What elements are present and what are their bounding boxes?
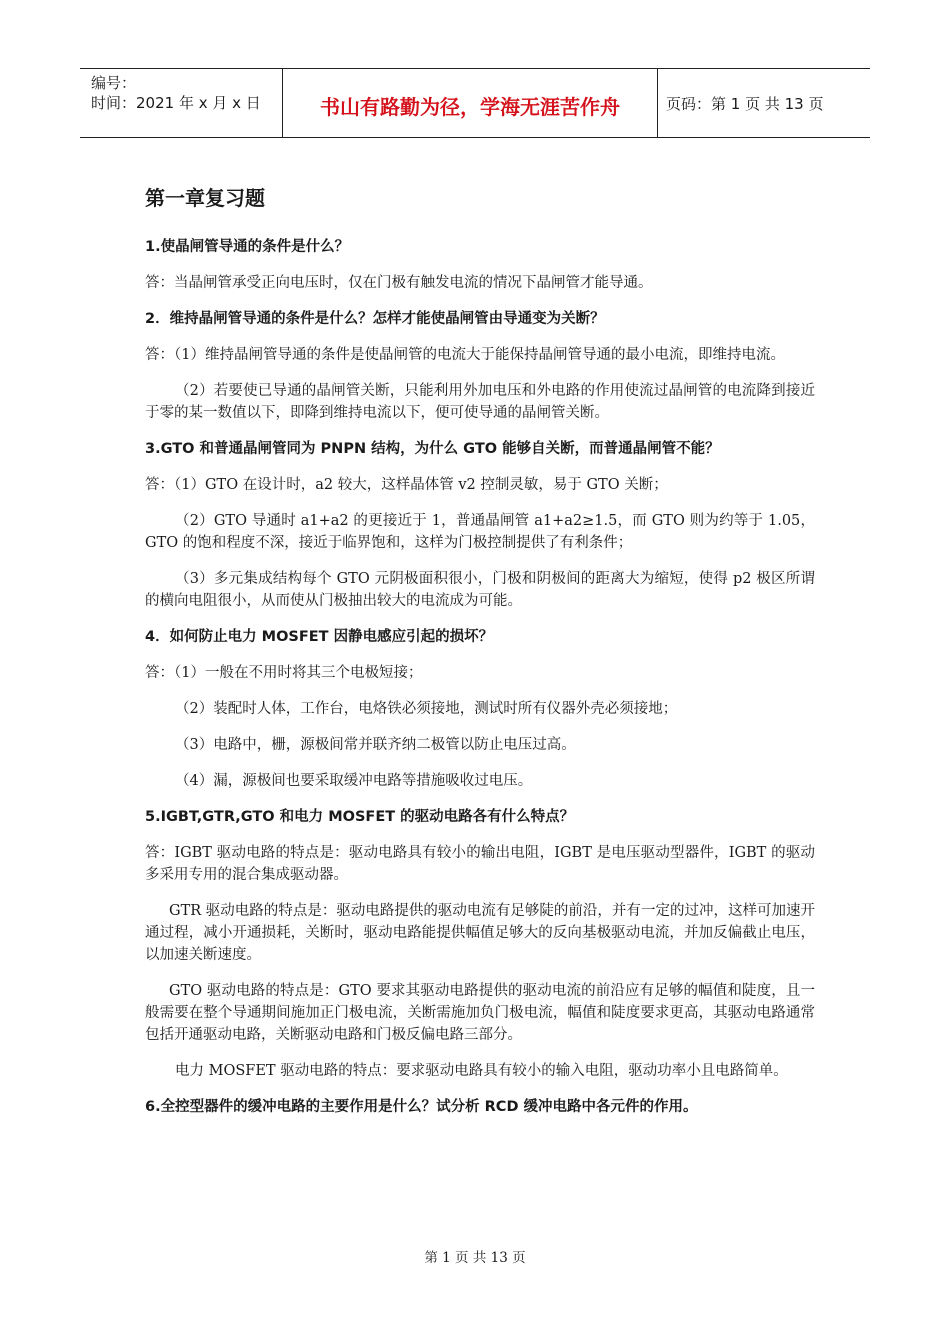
question-1: 1.使晶闸管导通的条件是什么？ [145,239,350,255]
chapter-title: 第一章复习题 [145,186,265,210]
question-5: 5.IGBT,GTR,GTO 和电力 MOSFET 的驱动电路各有什么特点？ [145,809,575,825]
answer-3-part-3: （3）多元集成结构每个 GTO 元阴极面积很小，门极和阴极间的距离大为缩短，使得 p2 极区所谓的横向电阻很小，从而使从门极抽出较大的电流成为可能。 [145,571,815,609]
header-page-cell [658,69,870,137]
answer-2-part-1: 答：（1）维持晶闸管导通的条件是使晶闸管的电流大于能保持晶闸管导通的最小电流，即维持电流。 [145,347,785,363]
answer-1: 答：当晶闸管承受正向电压时，仅在门极有触发电流的情况下晶闸管才能导通。 [145,275,653,291]
question-2: 2．维持晶闸管导通的条件是什么？怎样才能使晶闸管由导通变为关断？ [145,311,605,327]
header-page-info: 页码：第 1 页 共 13 页 [666,95,824,113]
header-table [80,68,870,138]
answer-5-part-3: GTO 驱动电路的特点是：GTO 要求其驱动电路提供的驱动电流的前沿应有足够的幅值和陡度，且一般需要在整个导通期间施加正门极电流，关断需施加负门极电流，幅值和陡度要求更高，其驱动电路通常包括开通驱动电路，关断驱动电路和门极反偏电路三部分。 [145,983,815,1043]
header-motto: 书山有路勤为径，学海无涯苦作舟 [320,95,620,119]
answer-4-part-4: （4）漏，源极间也要采取缓冲电路等措施吸收过电压。 [175,773,533,789]
header-motto-cell [283,69,658,137]
page-footer: 第 1 页 共 13 页 [424,1250,526,1266]
answer-5-part-1: 答：IGBT 驱动电路的特点是：驱动电路具有较小的输出电阻，IGBT 是电压驱动型器件，IGBT 的驱动多采用专用的混合集成驱动器。 [145,845,815,883]
answer-5-part-2: GTR 驱动电路的特点是：驱动电路提供的驱动电流有足够陡的前沿，并有一定的过冲，这样可加速开通过程，减小开通损耗，关断时，驱动电路能提供幅值足够大的反向基极驱动电流，并加反偏截止电压，以加速关断速度。 [145,903,815,963]
answer-4-part-3: （3）电路中，栅，源极间常并联齐纳二极管以防止电压过高。 [175,737,576,753]
answer-3-part-1: 答：（1）GTO 在设计时，a2 较大，这样晶体管 v2 控制灵敏，易于 GTO 关断； [145,477,668,493]
question-6: 6.全控型器件的缓冲电路的主要作用是什么？试分析 RCD 缓冲电路中各元件的作用。 [145,1099,698,1115]
question-3: 3.GTO 和普通晶闸管同为 PNPN 结构，为什么 GTO 能够自关断，而普通晶闸管不能？ [145,441,720,457]
answer-4-part-1: 答：（1）一般在不用时将其三个电极短接； [145,665,423,681]
document-number-label: 编号： [91,74,137,92]
question-4: 4．如何防止电力 MOSFET 因静电感应引起的损坏？ [145,629,494,645]
document-body [145,182,815,1132]
answer-3-part-2: （2）GTO 导通时 a1+a2 的更接近于 1，普通晶闸管 a1+a2≥1.5，而 GTO 则为约等于 1.05，GTO 的饱和程度不深，接近于临界饱和，这样为门极控制提供了有利条件； [145,513,815,551]
answer-4-part-2: （2）装配时人体，工作台，电烙铁必须接地，测试时所有仪器外壳必须接地； [175,701,678,717]
answer-2-part-2: （2）若要使已导通的晶闸管关断，只能利用外加电压和外电路的作用使流过晶闸管的电流降到接近于零的某一数值以下，即降到维持电流以下，便可使导通的晶闸管关断。 [145,383,815,421]
answer-5-part-4: 电力 MOSFET 驱动电路的特点：要求驱动电路具有较小的输入电阻，驱动功率小且电路简单。 [175,1063,788,1079]
document-date-label: 时间：2021 年 x 月 x 日 [91,94,261,112]
header-info-cell [80,69,283,137]
